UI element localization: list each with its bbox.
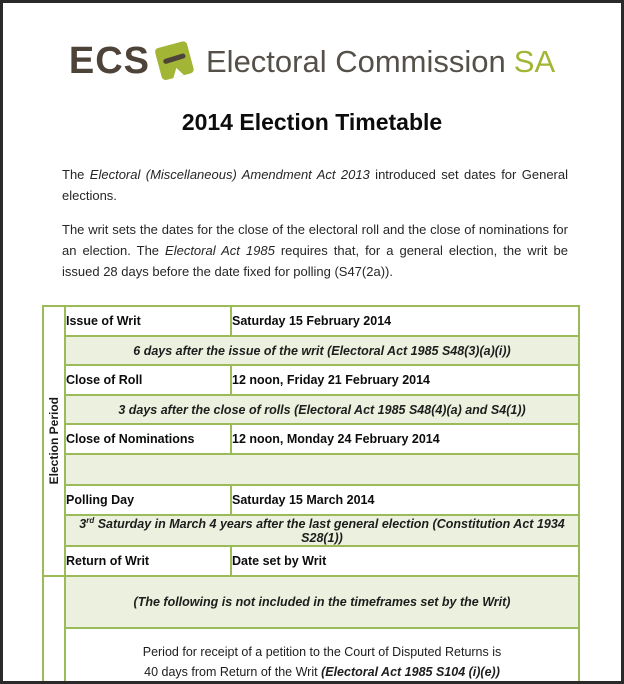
page-title: 2014 Election Timetable (181, 109, 443, 135)
polling-day-value: Saturday 15 March 2014 (231, 485, 579, 515)
p1-pre: The (62, 167, 90, 182)
p2-post: requires that, for a general election, the writ be issued 28 days before the date fixed for polling (S47(2a)). (62, 243, 568, 279)
polling-note-rest: Saturday in March 4 years after the last general election (Constitution Act 1934 S28(1)) (94, 517, 565, 546)
timetable-table (42, 305, 580, 684)
logo-sa-text: SA (513, 43, 556, 79)
p2-pre: The writ sets the dates for the close of the electoral roll and the close of nominations for an election. The (62, 222, 568, 258)
table-row (43, 336, 579, 365)
empty-spacer-row (65, 454, 579, 485)
polling-day-label: Polling Day (65, 485, 231, 515)
note-after-issue: 6 days after the issue of the writ (Electoral Act 1985 S48(3)(a)(i)) (65, 336, 579, 365)
petition-line-2-pre: 40 days from Return of the Writ (144, 665, 322, 680)
note-after-roll: 3 days after the close of rolls (Electoral Act 1985 S48(4)(a) and S4(1)) (65, 395, 579, 424)
issue-of-writ-value: Saturday 15 February 2014 (231, 306, 579, 336)
petition-line-2-act: (Electoral Act 1985 S104 (i)(e)) (321, 665, 500, 680)
return-of-writ-label: Return of Writ (65, 546, 231, 576)
p1-act-name: Electoral (Miscellaneous) Amendment Act 2013 (89, 167, 370, 182)
table-row (43, 306, 579, 336)
note-polling-day (65, 515, 579, 546)
close-of-nominations-label: Close of Nominations (65, 424, 231, 454)
intro-paragraph-1 (62, 164, 568, 206)
table-row (43, 365, 579, 395)
ballot-check-icon (152, 34, 198, 84)
polling-note-base: 3 (79, 517, 87, 532)
table-row (43, 485, 579, 515)
p1-post: introduced set dates for General elections. (62, 167, 569, 203)
petition-cell (65, 628, 579, 684)
issue-of-writ-label: Issue of Writ (65, 306, 231, 336)
bottom-side-cell (43, 576, 65, 684)
logo-ecs-text: ECS (68, 40, 150, 82)
return-of-writ-value: Date set by Writ (231, 546, 579, 576)
election-period-label: Election Period (47, 397, 61, 485)
logo (3, 37, 621, 85)
table-row (43, 546, 579, 576)
p2-act-name: Electoral Act 1985 (165, 243, 275, 258)
table-row (43, 628, 579, 684)
petition-line-1: Period for receipt of a petition to the Court of Disputed Returns is (142, 645, 502, 660)
footer-note: (The following is not included in the timeframes set by the Writ) (65, 576, 579, 628)
election-period-side-cell (43, 306, 65, 576)
logo-commission-text: Electoral Commission (206, 43, 506, 79)
table-row (43, 515, 579, 546)
close-of-roll-label: Close of Roll (65, 365, 231, 395)
intro-paragraphs (62, 164, 568, 282)
intro-paragraph-2 (62, 219, 568, 282)
table-row (43, 576, 579, 628)
close-of-nominations-value: 12 noon, Monday 24 February 2014 (231, 424, 579, 454)
timetable (42, 305, 621, 684)
petition-line-2 (66, 662, 578, 682)
polling-note-sup: rd (86, 516, 95, 525)
table-row (43, 454, 579, 485)
table-row (43, 424, 579, 454)
table-row (43, 395, 579, 424)
close-of-roll-value: 12 noon, Friday 21 February 2014 (231, 365, 579, 395)
